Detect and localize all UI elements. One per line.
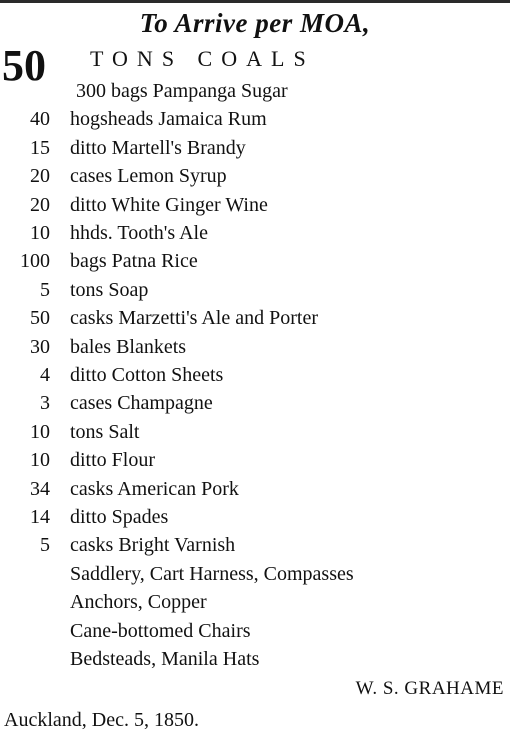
lead-quantity: 50	[2, 41, 46, 90]
dateline: Auckland, Dec. 5, 1850.	[4, 709, 199, 731]
item-quantity: 3	[40, 392, 50, 415]
top-rule	[0, 0, 510, 3]
item-text: cases Lemon Syrup	[70, 165, 227, 188]
item-text: casks American Pork	[70, 477, 239, 500]
item-quantity: 20	[30, 165, 50, 188]
item-quantity: 50	[30, 307, 50, 330]
headline: To Arrive per MOA,	[139, 8, 371, 38]
item-text: tons Salt	[70, 420, 140, 443]
item-quantity: 10	[30, 420, 50, 443]
item-text: casks Bright Varnish	[70, 534, 236, 557]
item-text: bales Blankets	[70, 335, 187, 358]
item-text: tons Soap	[70, 278, 149, 301]
item-quantity: 10	[30, 449, 50, 472]
item-quantity: 100	[20, 250, 50, 273]
item-text: cases Champagne	[70, 392, 213, 415]
item-text: casks Marzetti's Ale and Porter	[70, 307, 318, 330]
item-quantity: 5	[40, 534, 50, 557]
item-text: Anchors, Copper	[70, 591, 207, 614]
item-quantity: 20	[30, 193, 50, 216]
item-text: Saddlery, Cart Harness, Compasses	[70, 562, 354, 585]
signature: W. S. GRAHAME	[355, 678, 504, 699]
item-quantity: 14	[30, 506, 50, 528]
item-quantity: 30	[30, 335, 50, 358]
item-quantity: 10	[30, 222, 50, 244]
item-quantity: 5	[40, 278, 50, 301]
item-text: Bedsteads, Manila Hats	[70, 648, 260, 670]
item-text: 300 bags Pampanga Sugar	[76, 80, 288, 102]
item-quantity: 15	[30, 136, 50, 159]
item-quantity: 4	[40, 364, 50, 386]
item-quantity: 40	[30, 108, 50, 131]
item-text: ditto Cotton Sheets	[70, 364, 224, 386]
item-text: ditto Spades	[70, 506, 169, 528]
item-text: bags Patna Rice	[70, 250, 198, 273]
item-text: Cane-bottomed Chairs	[70, 619, 251, 642]
item-text: ditto White Ginger Wine	[70, 193, 268, 216]
item-text: hhds. Tooth's Ale	[70, 222, 208, 244]
lead-text: TONS COALS	[90, 46, 315, 71]
item-text: ditto Flour	[70, 449, 156, 472]
item-quantity: 34	[30, 477, 50, 500]
item-text: hogsheads Jamaica Rum	[70, 108, 267, 131]
item-text: ditto Martell's Brandy	[70, 136, 246, 159]
